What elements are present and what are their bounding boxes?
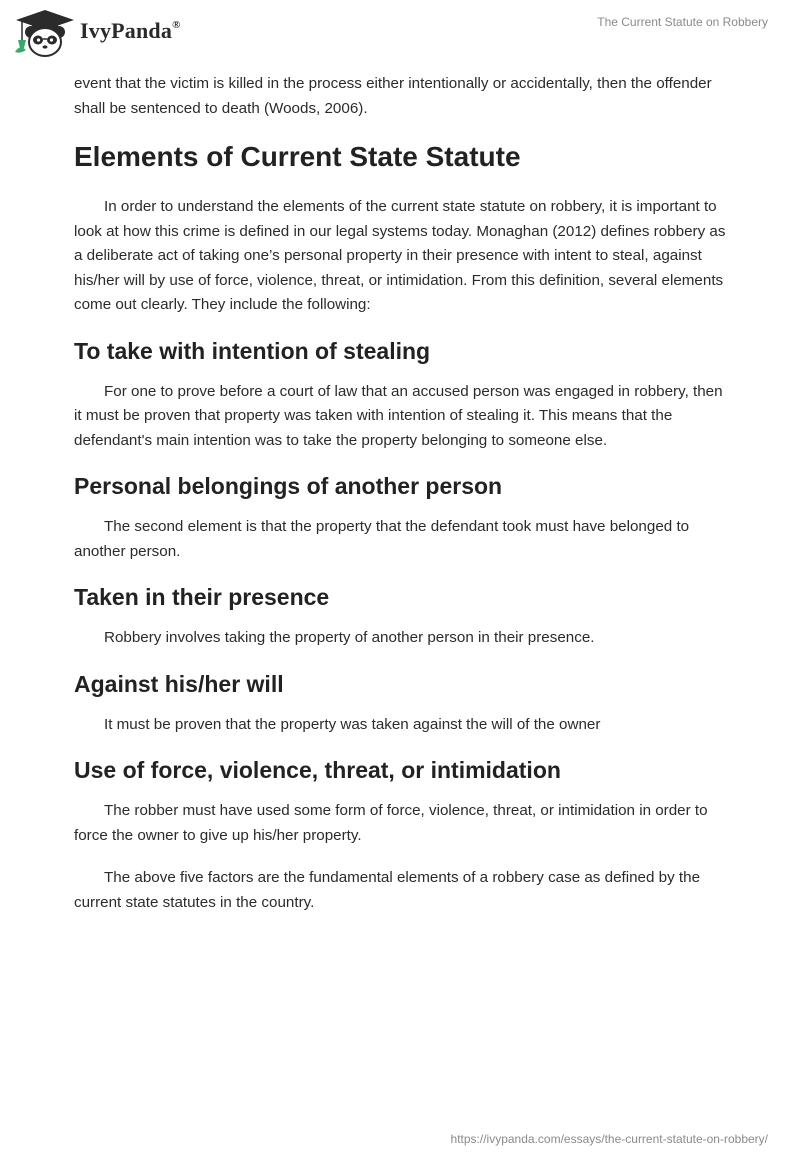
subsection-paragraph-force: The robber must have used some form of force, violence, threat, or intimidation in order to force the owner to give up his/her property.: [74, 802, 708, 844]
subsection-heading-intention: To take with intention of stealing: [74, 337, 431, 364]
subsection-paragraph-presence: Robbery involves taking the property of another person in their presence.: [104, 629, 595, 646]
source-url-link[interactable]: https://ivypanda.com/essays/the-current-statute-on-robbery/: [450, 1132, 768, 1146]
section-paragraph: In order to understand the elements of the current state statute on robbery, it is important to look at how this crime is defined in our legal systems today. Monaghan (2012) defines robbery as a deliberate act of taking one’s personal property in their presence with intent to steal, against his/her will by use of force, violence, threat, or intimidation. From this definition, several elements come out clearly. They include the following:: [74, 198, 726, 313]
subsection-heading-presence: Taken in their presence: [74, 584, 330, 610]
panda-logo-icon: [14, 8, 76, 58]
brand-name[interactable]: [80, 18, 181, 44]
subsection-heading-will: Against his/her will: [74, 670, 284, 697]
section-heading: Elements of Current State Statute: [74, 141, 521, 172]
subsection-paragraph-will: It must be proven that the property was taken against the will of the owner: [104, 715, 601, 733]
subsection-paragraph-intention: For one to prove before a court of law that an accused person was engaged in robbery, then it must be proven that property was taken with intention of stealing it. This means that the defendant's main intention was to take the property belonging to someone else.: [74, 382, 723, 449]
subsection-paragraph-belongings: The second element is that the property that the defendant took must have belonged to another person.: [74, 518, 690, 560]
intro-continuation-paragraph: event that the victim is killed in the process either intentionally or accidentally, then the offender shall be sentenced to death (Woods, 2006).: [74, 75, 712, 117]
registered-mark: ®: [172, 18, 181, 31]
subsection-heading-force: Use of force, violence, threat, or intimidation: [74, 757, 561, 783]
subsection-heading-belongings: Personal belongings of another person: [74, 473, 503, 499]
brand-text: IvyPanda: [80, 18, 173, 43]
essay-body: [74, 72, 734, 933]
page-header: [0, 0, 800, 64]
conclusion-paragraph: The above five factors are the fundamental elements of a robbery case as defined by the current state statutes in the country.: [74, 869, 701, 911]
document-title: The Current Statute on Robbery: [597, 15, 768, 29]
